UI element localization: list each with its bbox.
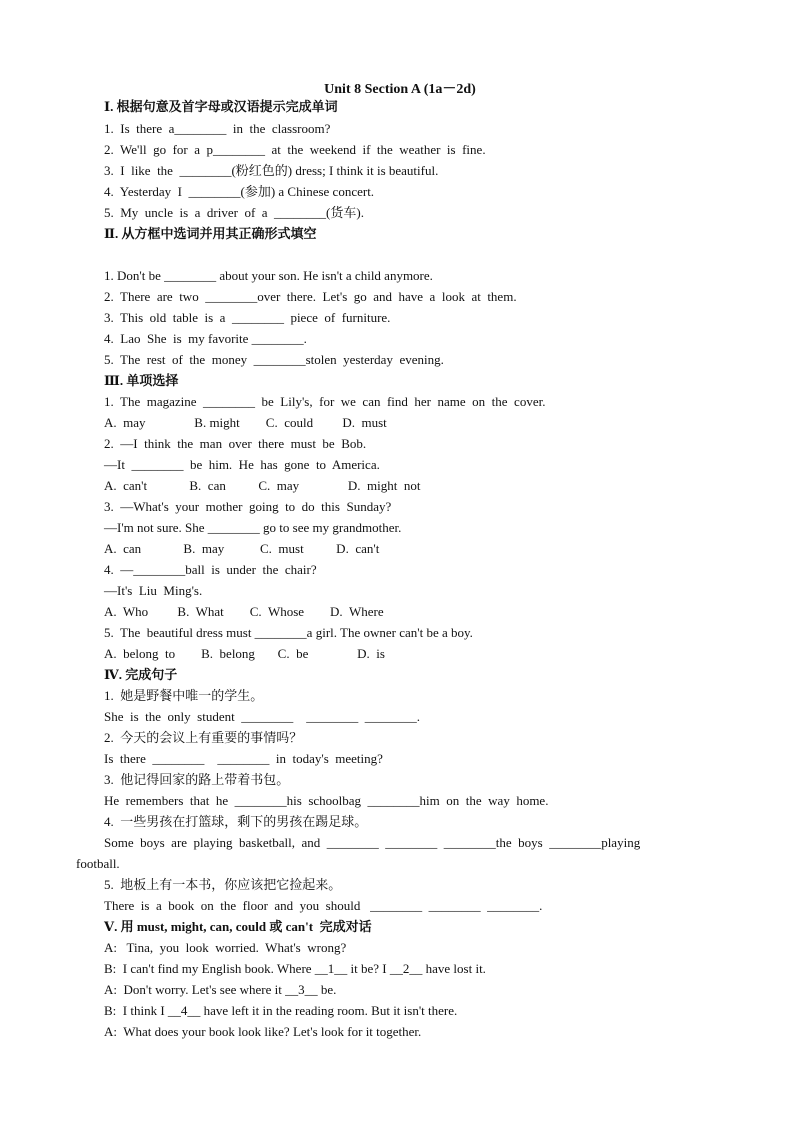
word-box-empty <box>104 247 664 261</box>
s2-line-4: 4. Lao She is my favorite ________. <box>104 331 307 346</box>
s3-line-7: —I'm not sure. She ________ go to see my grandmother. <box>104 520 402 535</box>
s3-line-5: A. can't B. can C. may D. might not <box>104 478 421 493</box>
s5-line-1: A: Tina, you look worried. What's wrong? <box>104 940 347 955</box>
s4-line-2: She is the only student ________ ________ ________. <box>104 709 420 724</box>
section-3-heading: Ⅲ. 单项选择 <box>104 373 179 388</box>
s3-line-4: —It ________ be him. He has gone to America. <box>104 457 380 472</box>
s2-line-3: 3. This old table is a ________ piece of furniture. <box>104 310 391 325</box>
s5-line-2: B: I can't find my English book. Where __1__ it be? I __2__ have lost it. <box>104 961 486 976</box>
section-5-heading: Ⅴ. 用 must, might, can, could 或 can't 完成对话 <box>104 919 372 934</box>
s4-line-1: 1. 她是野餐中唯一的学生。 <box>104 688 264 703</box>
s4-line-7: 4. 一些男孩在打篮球，剩下的男孩在踢足球。 <box>104 814 368 829</box>
s3-line-6: 3. —What's your mother going to do this Sunday? <box>104 499 392 514</box>
s2-line-5: 5. The rest of the money ________stolen yesterday evening. <box>104 352 444 367</box>
section-2-heading: Ⅱ. 从方框中选词并用其正确形式填空 <box>104 226 317 241</box>
s1-line-1: 1. Is there a________ in the classroom? <box>104 121 331 136</box>
s1-line-5: 5. My uncle is a driver of a ________(货车). <box>104 205 364 220</box>
s3-line-12: 5. The beautiful dress must ________a girl. The owner can't be a boy. <box>104 625 473 640</box>
s2-line-2: 2. There are two ________over there. Let's go and have a look at them. <box>104 289 517 304</box>
s1-line-3: 3. I like the ________(粉红色的) dress; I think it is beautiful. <box>104 163 439 178</box>
s3-line-3: 2. —I think the man over there must be Bob. <box>104 436 367 451</box>
s4-line-4: Is there ________ ________ in today's meeting? <box>104 751 383 766</box>
s4-line-9: football. <box>76 856 120 871</box>
s2-line-1: 1. Don't be ________ about your son. He isn't a child anymore. <box>104 268 433 283</box>
s1-line-2: 2. We'll go for a p________ at the weekend if the weather is fine. <box>104 142 486 157</box>
s4-line-11: There is a book on the floor and you should ________ ________ ________. <box>104 898 543 913</box>
page-title: Unit 8 Section A (1a－2d) <box>324 82 476 97</box>
s3-line-1: 1. The magazine ________ be Lily's, for we can find her name on the cover. <box>104 394 546 409</box>
s3-line-8: A. can B. may C. must D. can't <box>104 541 380 556</box>
s4-line-3: 2. 今天的会议上有重要的事情吗？ <box>104 730 303 745</box>
s3-line-13: A. belong to B. belong C. be D. is <box>104 646 385 661</box>
s4-line-5: 3. 他记得回家的路上带着书包。 <box>104 772 290 787</box>
section-4-heading: Ⅳ. 完成句子 <box>104 667 178 682</box>
s4-line-6: He remembers that he ________his schoolbag ________him on the way home. <box>104 793 549 808</box>
s3-line-10: —It's Liu Ming's. <box>104 583 203 598</box>
s3-line-9: 4. —________ball is under the chair? <box>104 562 317 577</box>
s1-line-4: 4. Yesterday I ________(参加) a Chinese concert. <box>104 184 375 199</box>
s3-line-2: A. may B. might C. could D. must <box>104 415 387 430</box>
s5-line-3: A: Don't worry. Let's see where it __3__ be. <box>104 982 337 997</box>
s4-line-8: Some boys are playing basketball, and ________ ________ ________the boys ________playing <box>104 835 641 850</box>
s5-line-4: B: I think I __4__ have left it in the reading room. But it isn't there. <box>104 1003 458 1018</box>
s4-line-10: 5. 地板上有一本书，你应该把它捡起来。 <box>104 877 342 892</box>
section-1-heading: Ⅰ. 根据句意及首字母或汉语提示完成单词 <box>104 99 338 114</box>
s3-line-11: A. Who B. What C. Whose D. Where <box>104 604 384 619</box>
s5-line-5: A: What does your book look like? Let's look for it together. <box>104 1024 422 1039</box>
